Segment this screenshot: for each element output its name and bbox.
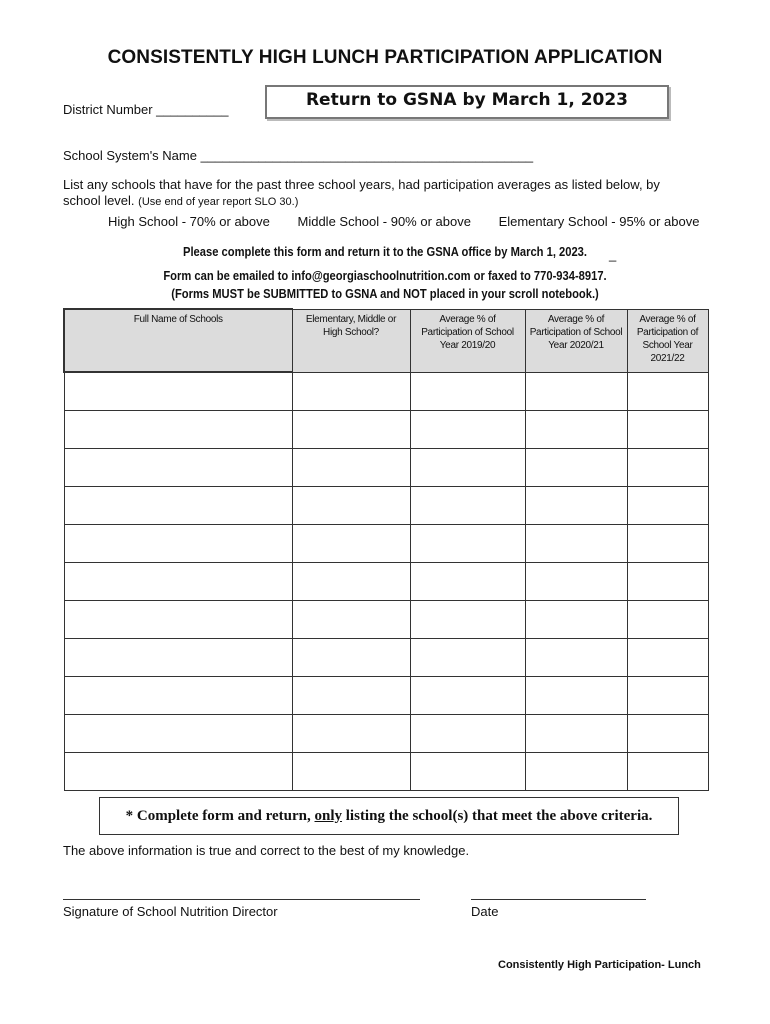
form-title: CONSISTENTLY HIGH LUNCH PARTICIPATION APPLICATION <box>107 47 663 68</box>
signature-line[interactable] <box>63 899 420 900</box>
cell-2020-21[interactable] <box>525 372 627 411</box>
list-instruction-note: (Use end of year report SLO 30.) <box>138 196 299 208</box>
notice-dash: _ <box>609 247 617 262</box>
cell-school-level[interactable] <box>292 449 410 487</box>
cell-2019-20[interactable] <box>410 639 525 677</box>
cell-school-name[interactable] <box>64 372 292 411</box>
cell-2020-21[interactable] <box>525 563 627 601</box>
cell-2021-22[interactable] <box>627 563 708 601</box>
cell-2020-21[interactable] <box>525 525 627 563</box>
cell-school-level[interactable] <box>292 753 410 791</box>
table-row <box>64 639 708 677</box>
cell-2021-22[interactable] <box>627 411 708 449</box>
cell-school-level[interactable] <box>292 525 410 563</box>
attestation-text: The above information is true and correct to the best of my knowledge. <box>63 843 470 858</box>
table-row <box>64 601 708 639</box>
cell-2019-20[interactable] <box>410 449 525 487</box>
cell-2019-20[interactable] <box>410 563 525 601</box>
date-label: Date <box>471 904 499 919</box>
cell-school-level[interactable] <box>292 601 410 639</box>
cell-school-name[interactable] <box>64 715 292 753</box>
cell-2019-20[interactable] <box>410 411 525 449</box>
cell-2020-21[interactable] <box>525 639 627 677</box>
cell-2020-21[interactable] <box>525 487 627 525</box>
list-instruction-text: List any schools that have for the past three school years, had participation averages as listed below, by school level. <box>63 177 660 208</box>
cell-school-level[interactable] <box>292 715 410 753</box>
cell-school-level[interactable] <box>292 487 410 525</box>
cell-2021-22[interactable] <box>627 487 708 525</box>
cell-2020-21[interactable] <box>525 715 627 753</box>
cell-school-name[interactable] <box>64 601 292 639</box>
cell-2021-22[interactable] <box>627 449 708 487</box>
criteria-emphasis: only <box>314 807 343 824</box>
criteria-reminder-text: * Complete form and return, only listing the school(s) that meet the above criteria. <box>125 807 653 824</box>
list-instruction <box>63 177 693 210</box>
cell-school-name[interactable] <box>64 449 292 487</box>
cell-2019-20[interactable] <box>410 372 525 411</box>
cell-school-name[interactable] <box>64 411 292 449</box>
cell-2019-20[interactable] <box>410 601 525 639</box>
criteria-levels <box>108 214 723 229</box>
cell-school-level[interactable] <box>292 563 410 601</box>
header-school-level: Elementary, Middle or High School? <box>292 309 410 372</box>
table-row <box>64 563 708 601</box>
table-row <box>64 753 708 791</box>
level-middle-school: Middle School - 90% or above <box>297 214 471 229</box>
cell-2019-20[interactable] <box>410 715 525 753</box>
page-footer: Consistently High Participation- Lunch <box>498 959 701 971</box>
cell-2020-21[interactable] <box>525 411 627 449</box>
cell-school-name[interactable] <box>64 677 292 715</box>
header-participation-2021-22: Average % of Participation of School Year 2021/22 <box>627 309 708 372</box>
table-row <box>64 525 708 563</box>
cell-2020-21[interactable] <box>525 601 627 639</box>
cell-school-level[interactable] <box>292 372 410 411</box>
cell-school-name[interactable] <box>64 525 292 563</box>
cell-2021-22[interactable] <box>627 715 708 753</box>
cell-school-name[interactable] <box>64 753 292 791</box>
schools-table <box>63 308 709 791</box>
table-row <box>64 372 708 411</box>
cell-2019-20[interactable] <box>410 753 525 791</box>
cell-school-level[interactable] <box>292 677 410 715</box>
return-deadline-text: Return to GSNA by March 1, 2023 <box>305 90 629 110</box>
cell-2021-22[interactable] <box>627 372 708 411</box>
school-system-name-field[interactable]: School System's Name ______________________________________________ <box>63 148 534 163</box>
cell-school-level[interactable] <box>292 639 410 677</box>
table-row <box>64 677 708 715</box>
cell-2019-20[interactable] <box>410 487 525 525</box>
cell-2019-20[interactable] <box>410 525 525 563</box>
cell-2021-22[interactable] <box>627 601 708 639</box>
table-row <box>64 715 708 753</box>
notice-email-fax: Form can be emailed to info@georgiaschoolnutrition.com or faxed to 770-934-8917. <box>163 268 607 283</box>
cell-2021-22[interactable] <box>627 753 708 791</box>
cell-2020-21[interactable] <box>525 449 627 487</box>
district-number-field[interactable]: District Number __________ <box>63 102 229 117</box>
header-participation-2020-21: Average % of Participation of School Year 2020/21 <box>525 309 627 372</box>
cell-2019-20[interactable] <box>410 677 525 715</box>
cell-2020-21[interactable] <box>525 753 627 791</box>
level-elementary-school: Elementary School - 95% or above <box>498 214 700 229</box>
header-school-name: Full Name of Schools <box>64 309 292 372</box>
table-row <box>64 449 708 487</box>
date-line[interactable] <box>471 899 646 900</box>
cell-2021-22[interactable] <box>627 525 708 563</box>
cell-school-name[interactable] <box>64 639 292 677</box>
table-row <box>64 411 708 449</box>
criteria-reminder-box <box>99 797 679 835</box>
cell-2020-21[interactable] <box>525 677 627 715</box>
signature-label: Signature of School Nutrition Director <box>63 904 278 919</box>
cell-school-name[interactable] <box>64 563 292 601</box>
return-deadline-box <box>265 85 669 119</box>
level-high-school: High School - 70% or above <box>108 214 270 229</box>
table-header-row <box>64 309 708 372</box>
table-row <box>64 487 708 525</box>
notice-complete-form: Please complete this form and return it to the GSNA office by March 1, 2023. <box>182 244 588 259</box>
cell-school-name[interactable] <box>64 487 292 525</box>
cell-2021-22[interactable] <box>627 639 708 677</box>
notice-submit-warning: (Forms MUST be SUBMITTED to GSNA and NOT placed in your scroll notebook.) <box>171 286 599 301</box>
cell-school-level[interactable] <box>292 411 410 449</box>
cell-2021-22[interactable] <box>627 677 708 715</box>
header-participation-2019-20: Average % of Participation of School Year 2019/20 <box>410 309 525 372</box>
